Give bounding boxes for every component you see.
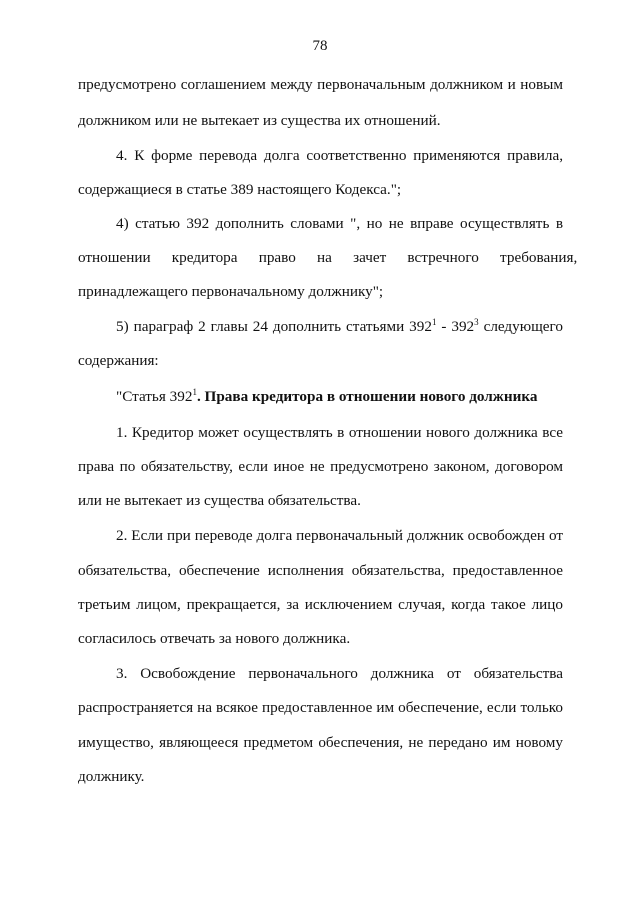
heading-dot: . xyxy=(196,388,205,405)
paragraph-line: содержания: xyxy=(78,352,159,369)
paragraph-line xyxy=(116,318,563,336)
paragraph-line: должником или не вытекает из существа их отношений. xyxy=(78,112,441,129)
page-number: 78 xyxy=(312,38,328,54)
article-number: "Статья 392 xyxy=(116,388,193,405)
text-run: 5) параграф 2 главы 24 дополнить статьями 392 xyxy=(116,318,432,335)
paragraph-line: 4. К форме перевода долга соответственно применяются правила, xyxy=(116,147,563,164)
paragraph-line: распространяется на всякое предоставленное им обеспечение, если только xyxy=(78,699,563,716)
paragraph-line: третьим лицом, прекращается, за исключением случая, когда такое лицо xyxy=(78,596,563,613)
superscript: 1 xyxy=(431,316,437,327)
paragraph-line: содержащиеся в статье 389 настоящего Кодекса."; xyxy=(78,181,402,198)
text-run: - 392 xyxy=(436,318,475,335)
paragraph-line: или не вытекает из существа обязательства. xyxy=(78,492,361,509)
paragraph-line: 1. Кредитор может осуществлять в отношении нового должника все xyxy=(116,424,563,441)
article-heading xyxy=(116,388,563,406)
paragraph-line: имущество, являющееся предметом обеспечения, не передано им новому xyxy=(78,734,563,751)
paragraph-line: права по обязательству, если иное не предусмотрено законом, договором xyxy=(78,458,563,475)
paragraph-line: 2. Если при переводе долга первоначальный должник освобожден от xyxy=(116,527,563,544)
paragraph-line: согласилось отвечать за нового должника. xyxy=(78,630,351,647)
article-title: Права кредитора в отношении нового должника xyxy=(204,388,538,405)
text-run: следующего xyxy=(478,318,563,335)
paragraph-line: 4) статью 392 дополнить словами ", но не вправе осуществлять в xyxy=(116,215,563,232)
paragraph-line: должнику. xyxy=(78,768,145,785)
paragraph-line: отношении кредитора право на зачет встречного требования, xyxy=(78,249,578,266)
paragraph-line: 3. Освобождение первоначального должника от обязательства xyxy=(116,665,563,682)
superscript: 1 xyxy=(192,386,197,397)
paragraph-line: предусмотрено соглашением между первоначальным должником и новым xyxy=(78,76,563,93)
superscript: 3 xyxy=(474,316,479,327)
paragraph-line: принадлежащего первоначальному должнику"; xyxy=(78,283,384,300)
paragraph-line: обязательства, обеспечение исполнения обязательства, предоставленное xyxy=(78,562,563,579)
